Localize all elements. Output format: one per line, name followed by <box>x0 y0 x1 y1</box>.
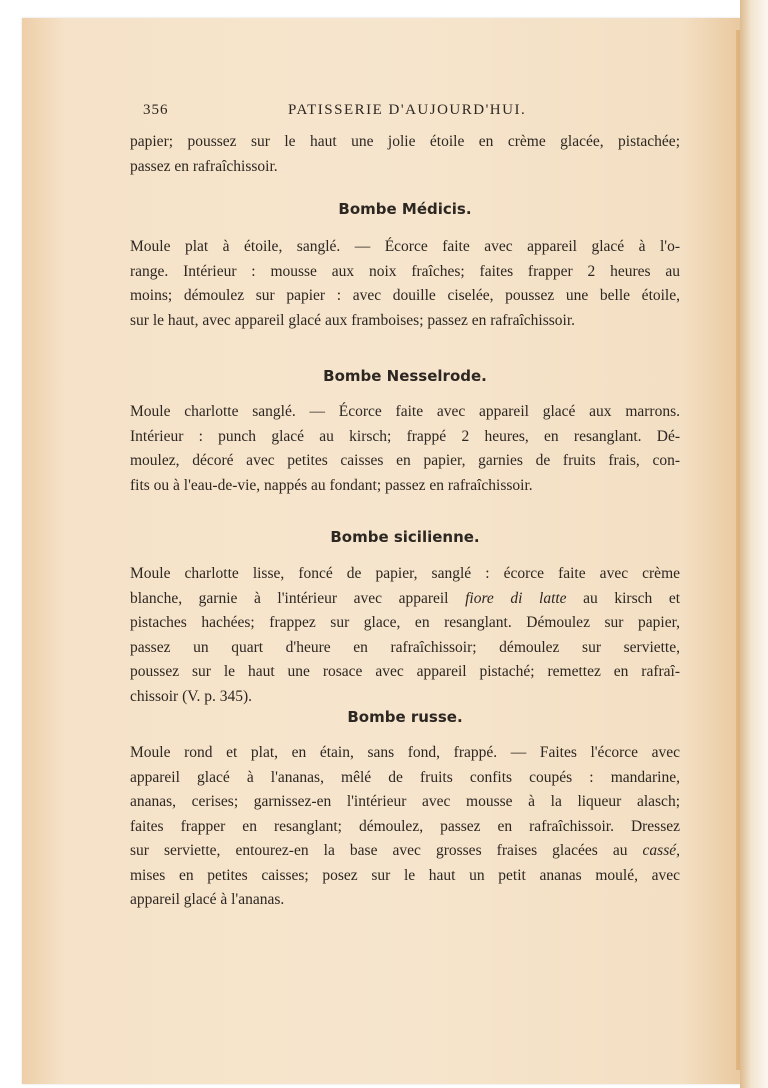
text-line: blanche, garnie à l'intérieur avec appareil fiore di latte au kirsch et <box>130 589 681 607</box>
book-spine <box>740 0 768 1088</box>
text-line: faites frapper en resanglant; démoulez, passez en rafraîchissoir. Dressez <box>130 817 680 835</box>
text-line: moulez, décoré avec petites caisses en papier, garnies de fruits frais, con- <box>130 452 680 469</box>
section-heading-sicilienne: Bombe sicilienne. <box>330 528 480 546</box>
text-line: moins; démoulez sur papier : avec douille ciselée, poussez une belle étoile, <box>130 287 680 304</box>
text-line: Moule plat à étoile, sanglé. — Écorce faite avec appareil glacé à l'o- <box>130 238 680 255</box>
text-line: chissoir (V. p. 345). <box>130 687 252 705</box>
text-line: appareil glacé à l'ananas, mêlé de fruits confits coupés : mandarine, <box>130 768 680 786</box>
text-line: Moule charlotte lisse, foncé de papier, sanglé : écorce faite avec crème <box>130 565 680 582</box>
text-line: fits ou à l'eau-de-vie, nappés au fondant; passez en rafraîchissoir. <box>130 476 533 494</box>
text-line: passez un quart d'heure en rafraîchissoir; démoulez sur serviette, <box>130 638 680 656</box>
text-line: Intérieur : punch glacé au kirsch; frappé 2 heures, en resanglant. Dé- <box>130 427 680 445</box>
text-line: papier; poussez sur le haut une jolie étoile en crème glacée, pistachée; <box>130 133 680 150</box>
text-line: poussez sur le haut une rosace avec appareil pistaché; remettez en rafraî- <box>130 663 680 680</box>
italic-term: fiore di latte <box>465 589 567 607</box>
text-line: Moule rond et plat, en étain, sans fond, frappé. — Faites l'écorce avec <box>130 744 680 761</box>
running-title: PATISSERIE D'AUJOURD'HUI. <box>288 102 527 118</box>
section-paragraph-nesselrode <box>130 400 680 498</box>
section-paragraph-sicilienne <box>130 562 680 709</box>
text-line: mises en petites caisses; posez sur le haut un petit ananas moulé, avec <box>130 866 680 884</box>
text-line: sur serviette, entourez-en la base avec grosses fraises glacées au cassé, <box>130 842 680 859</box>
section-paragraph-medicis <box>130 235 680 333</box>
text-line: passez en rafraîchissoir. <box>130 157 278 175</box>
text-line: range. Intérieur : mousse aux noix fraîches; faites frapper 2 heures au <box>130 262 680 280</box>
text-line: pistaches hachées; frappez sur glace, en resanglant. Démoulez sur papier, <box>130 614 680 631</box>
section-paragraph-russe <box>130 741 680 913</box>
text-line: Moule charlotte sanglé. — Écorce faite avec appareil glacé aux marrons. <box>130 403 680 420</box>
section-heading-medicis: Bombe Médicis. <box>338 200 472 218</box>
text-line: sur le haut, avec appareil glacé aux framboises; passez en rafraîchissoir. <box>130 311 576 329</box>
page-number: 356 <box>143 102 169 118</box>
section-heading-nesselrode: Bombe Nesselrode. <box>323 367 487 385</box>
text-line: ananas, cerises; garnissez-en l'intérieur avec mousse à la liqueur alasch; <box>130 793 680 810</box>
section-heading-russe: Bombe russe. <box>347 708 463 726</box>
italic-term: cassé, <box>642 842 680 859</box>
text-line: appareil glacé à l'ananas. <box>130 891 285 908</box>
intro-paragraph <box>130 130 680 179</box>
